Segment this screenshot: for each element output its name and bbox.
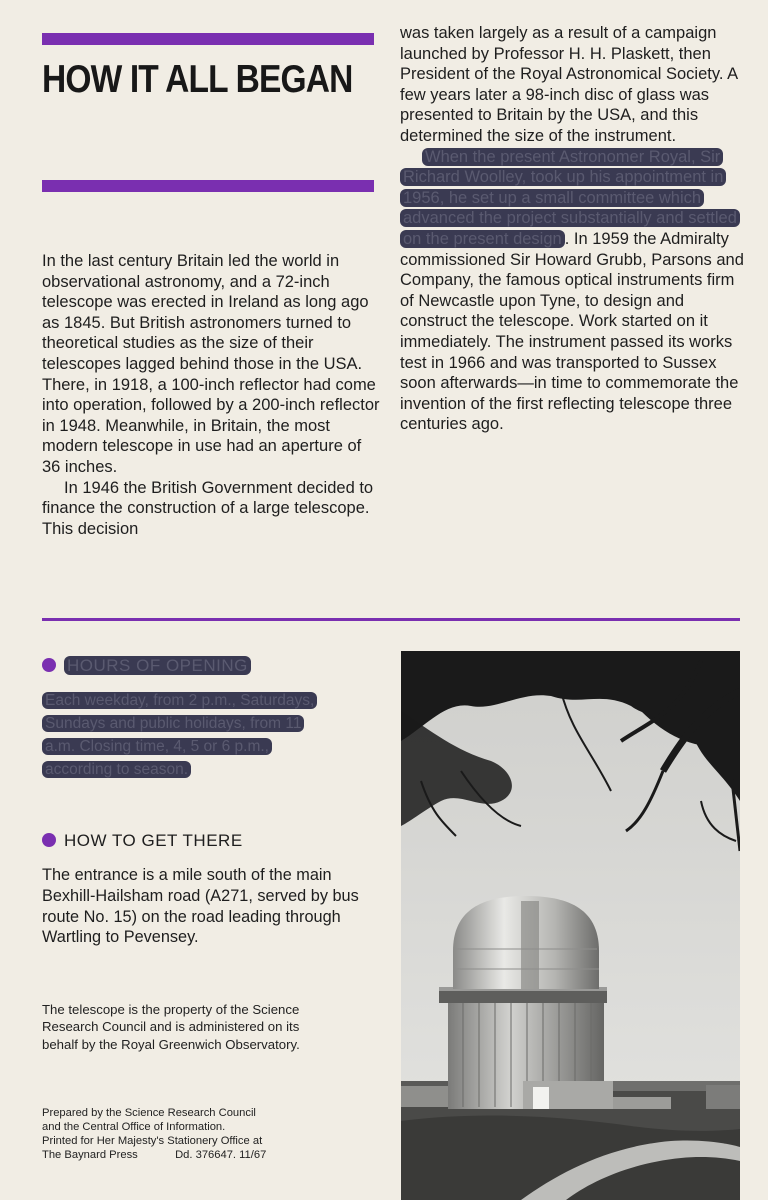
observatory-photo [401,651,740,1200]
bullet-dot-icon [42,658,56,672]
hours-heading [42,656,251,676]
directions-text: The entrance is a mile south of the main Bexhill-Hailsham road (A271, served by bus route No. 15) on the road leading through Wartling to Pevensey. [42,866,359,947]
history-paragraph-3: was taken largely as a result of a campaign launched by Professor H. H. Plaskett, then President of the Royal Astronomical Society. A few years later a 98-inch disc of glass was presented to Britain by the USA, and this determined the size of the instrument. [400,24,738,145]
history-paragraph-4 [400,147,745,435]
title-bottom-rule [42,180,374,192]
directions-body [42,865,372,948]
hours-body [42,689,332,781]
imprint-line-3: Printed for Her Majesty's Stationery Office at [42,1135,263,1147]
ownership-note: The telescope is the property of the Science Research Council and is administered on its behalf by the Royal Greenwich Observatory. [42,1002,300,1052]
title-top-rule [42,33,374,45]
hours-heading-text: HOURS OF OPENING [64,656,251,675]
observatory-photo-graphic [401,651,740,1200]
imprint-line-2: and the Central Office of Information. [42,1121,226,1133]
directions-heading [42,831,243,851]
history-paragraph-1: In the last century Britain led the world in observational astronomy, and a 72-inch telescope was erected in Ireland as long ago as 1845. But British astronomers turned to theoretical studies as the size of their telescopes lagged behind those in the USA. There, in 1918, a 100-inch reflector had come into operation, followed by a 200-inch reflector in 1948. Meanwhile, in Britain, the most modern telescope in use had an aperture of 36 inches. [42,252,380,476]
section-divider-rule [42,618,740,621]
imprint [42,1106,266,1162]
imprint-code: Dd. 376647. 11/67 [175,1149,267,1161]
imprint-line-4: The Baynard Press [42,1149,138,1161]
history-paragraph-4-rest: . In 1959 the Admiralty commissioned Sir Howard Grubb, Parsons and Company, the famous optical instruments firm of Newcastle upon Tyne, to design and construct the telescope. Work started on it immediately. The instrument passed its works test in 1966 and was transported to Sussex soon afterwards—in time to commemorate the invention of the first reflecting telescope three centuries ago. [400,229,744,434]
page-title: HOW IT ALL BEGAN [42,58,353,101]
left-column [42,251,380,539]
right-column [400,23,745,435]
imprint-line-1: Prepared by the Science Research Council [42,1107,256,1119]
directions-heading-text: HOW TO GET THERE [64,831,243,850]
bullet-dot-icon [42,833,56,847]
history-paragraph-2: In 1946 the British Government decided to finance the construction of a large telescope. This decision [42,478,374,538]
hours-body-text: Each weekday, from 2 p.m., Saturdays, Sundays and public holidays, from 11 a.m. Closing time, 4, 5 or 6 p.m., according to season. [42,692,317,778]
redacted-text: When the present Astronomer Royal, Sir Richard Woolley, took up his appointment in 1956, he set up a small committee which advanced the project substantially and settled on the present design [400,148,740,248]
